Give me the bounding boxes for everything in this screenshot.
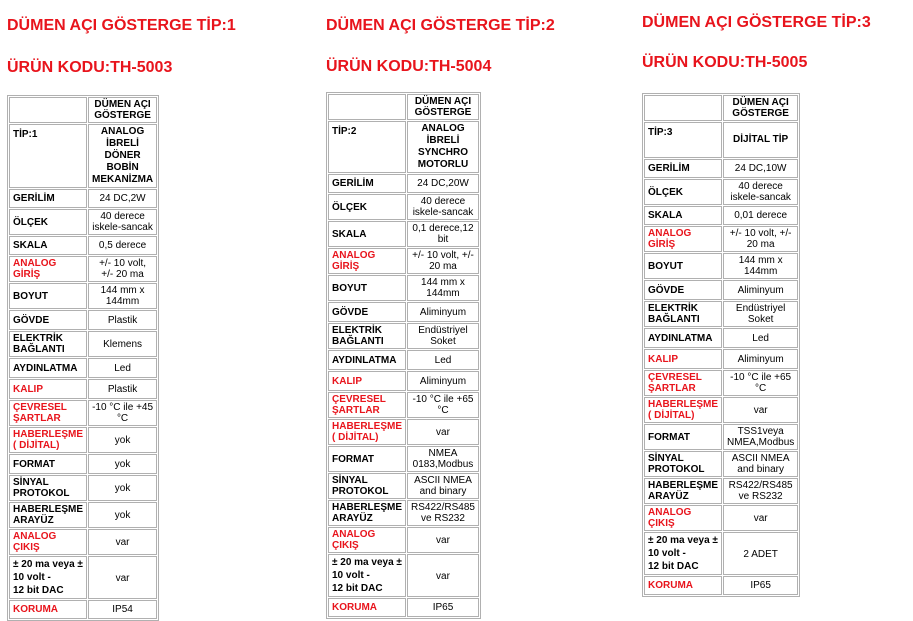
table-row [9,600,157,619]
spec-value: var [88,529,157,555]
table-header: DÜMEN AÇI GÖSTERGE [88,97,157,123]
spec-label: KORUMA [644,576,722,595]
table-row [644,206,798,225]
spec-label: HABERLEŞME ( DİJİTAL) [644,397,722,423]
spec-value: 0,01 derece [723,206,798,225]
spec-value: RS422/RS485 ve RS232 [407,500,479,526]
table-row [328,419,479,445]
spec-value: yok [88,475,157,501]
table-header-row [328,94,479,120]
spec-label: KALIP [644,349,722,369]
spec-label: ANALOG GİRİŞ [644,226,722,252]
tip-value [723,122,798,158]
table-row [328,500,479,526]
spec-label: ANALOG GİRİŞ [9,256,87,282]
table-row [9,556,157,599]
table-row [9,331,157,357]
spec-value: 144 mm x 144mm [723,253,798,279]
tip-value-line-2: SYNCHRO MOTORLU [417,147,469,170]
spec-value: -10 °C ile +65 °C [723,370,798,396]
table-row [9,236,157,255]
spec-label: ANALOG ÇIKIŞ [9,529,87,555]
table-row [644,349,798,369]
tip-value [407,121,479,173]
spec-value: -10 °C ile +45 °C [88,400,157,426]
spec-label: ÖLÇEK [328,194,406,220]
table-row [644,159,798,178]
table-header-row [644,95,798,121]
spec-label: SKALA [328,221,406,247]
spec-table [642,93,800,597]
table-row [328,350,479,370]
spec-label: GÖVDE [328,302,406,322]
tip-label: TİP:1 [9,124,87,188]
spec-label: GERİLİM [9,189,87,208]
spec-value: 2 ADET [723,532,798,575]
tip-label: TİP:3 [644,122,722,158]
spec-label: GÖVDE [9,310,87,330]
spec-label: ± 20 ma veya ± 10 volt - 12 bit DAC [328,554,406,597]
spec-label: ÇEVRESEL ŞARTLAR [9,400,87,426]
spec-value: ASCII NMEA and binary [407,473,479,499]
spec-value: 40 derece iskele-sancak [88,209,157,235]
spec-label: KALIP [9,379,87,399]
spec-value: Klemens [88,331,157,357]
spec-label: ÖLÇEK [644,179,722,205]
table-row [328,527,479,553]
spec-label: SİNYAL PROTOKOL [328,473,406,499]
table-row [328,392,479,418]
table-header: DÜMEN AÇI GÖSTERGE [407,94,479,120]
header-empty-cell [328,94,406,120]
table-row [644,532,798,575]
table-row [328,598,479,617]
table-row [328,248,479,274]
table-row [9,256,157,282]
spec-label: ELEKTRİK BAĞLANTI [9,331,87,357]
spec-value: 144 mm x 144mm [88,283,157,309]
product-code: ÜRÜN KODU:TH-5004 [326,58,492,75]
tip-row [644,122,798,158]
table-row [644,301,798,327]
product-title: DÜMEN AÇI GÖSTERGE TİP:3 [642,14,871,31]
table-row [9,209,157,235]
spec-table [7,95,159,621]
table-row [328,194,479,220]
spec-label: BOYUT [328,275,406,301]
spec-label: HABERLEŞME ARAYÜZ [9,502,87,528]
table-row [644,451,798,477]
spec-value: var [723,397,798,423]
tip-value-line-1: ANALOG İBRELİ [100,126,145,149]
table-row [644,226,798,252]
spec-label: HABERLEŞME ARAYÜZ [328,500,406,526]
spec-label: ANALOG GİRİŞ [328,248,406,274]
spec-value: Led [723,328,798,348]
product-title: DÜMEN AÇI GÖSTERGE TİP:2 [326,17,555,34]
table-row [9,502,157,528]
spec-value: Aliminyum [723,280,798,300]
spec-label: KORUMA [9,600,87,619]
spec-value: IP65 [407,598,479,617]
spec-label: KALIP [328,371,406,391]
spec-value: 24 DC,2W [88,189,157,208]
spec-label: GERİLİM [644,159,722,178]
spec-value: 24 DC,20W [407,174,479,193]
table-row [328,221,479,247]
product-title: DÜMEN AÇI GÖSTERGE TİP:1 [7,17,236,34]
table-row [644,505,798,531]
spec-value: var [407,527,479,553]
table-row [328,446,479,472]
table-row [9,427,157,453]
spec-value: 24 DC,10W [723,159,798,178]
table-row [9,358,157,378]
spec-value: var [723,505,798,531]
spec-value: IP54 [88,600,157,619]
spec-label: SİNYAL PROTOKOL [9,475,87,501]
spec-label: ± 20 ma veya ± 10 volt - 12 bit DAC [9,556,87,599]
table-row [644,370,798,396]
table-row [328,323,479,349]
spec-label: FORMAT [9,454,87,474]
product-code: ÜRÜN KODU:TH-5005 [642,54,808,71]
spec-value: var [88,556,157,599]
spec-value: IP65 [723,576,798,595]
spec-value: NMEA 0183,Modbus [407,446,479,472]
spec-label: GERİLİM [328,174,406,193]
spec-label: SKALA [9,236,87,255]
spec-label: ANALOG ÇIKIŞ [644,505,722,531]
spec-label: KORUMA [328,598,406,617]
spec-value: 144 mm x 144mm [407,275,479,301]
tip-row [328,121,479,173]
table-row [328,473,479,499]
spec-value: +/- 10 volt, +/- 20 ma [407,248,479,274]
table-row [328,275,479,301]
spec-label: HABERLEŞME ARAYÜZ [644,478,722,504]
spec-value: Led [407,350,479,370]
tip-value-line-2: DÖNER BOBİN MEKANİZMA [92,150,154,185]
table-row [328,302,479,322]
spec-label: AYDINLATMA [644,328,722,348]
spec-value: Aliminyum [723,349,798,369]
spec-value: yok [88,427,157,453]
spec-value: Endüstriyel Soket [723,301,798,327]
spec-value: +/- 10 volt, +/- 20 ma [88,256,157,282]
spec-label: ANALOG ÇIKIŞ [328,527,406,553]
spec-label: AYDINLATMA [9,358,87,378]
table-row [644,478,798,504]
spec-label: HABERLEŞME ( DİJİTAL) [328,419,406,445]
spec-label: FORMAT [644,424,722,450]
header-empty-cell [644,95,722,121]
spec-label: ÇEVRESEL ŞARTLAR [328,392,406,418]
table-row [9,475,157,501]
table-row [644,424,798,450]
spec-label: BOYUT [9,283,87,309]
spec-value: -10 °C ile +65 °C [407,392,479,418]
spec-value: TSS1veya NMEA,Modbus [723,424,798,450]
spec-label: HABERLEŞME ( DİJİTAL) [9,427,87,453]
spec-value: 0,5 derece [88,236,157,255]
table-row [9,379,157,399]
spec-value: yok [88,454,157,474]
tip-value [88,124,157,188]
spec-table [326,92,481,619]
spec-label: BOYUT [644,253,722,279]
table-row [644,576,798,595]
spec-value: var [407,554,479,597]
spec-value: Aliminyum [407,371,479,391]
spec-label: FORMAT [328,446,406,472]
table-row [328,554,479,597]
table-row [644,253,798,279]
table-header: DÜMEN AÇI GÖSTERGE [723,95,798,121]
spec-value: +/- 10 volt, +/- 20 ma [723,226,798,252]
spec-value: 0,1 derece,12 bit [407,221,479,247]
table-row [9,400,157,426]
spec-value: ASCII NMEA and binary [723,451,798,477]
spec-value: var [407,419,479,445]
tip-row [9,124,157,188]
table-row [9,454,157,474]
header-empty-cell [9,97,87,123]
table-row [644,397,798,423]
spec-value: RS422/RS485 ve RS232 [723,478,798,504]
tip-label: TİP:2 [328,121,406,173]
table-row [644,179,798,205]
spec-label: ± 20 ma veya ± 10 volt - 12 bit DAC [644,532,722,575]
spec-label: SKALA [644,206,722,225]
table-row [328,174,479,193]
tip-value-line-1: ANALOG İBRELİ [421,123,465,146]
spec-label: SİNYAL PROTOKOL [644,451,722,477]
spec-label: GÖVDE [644,280,722,300]
spec-value: Aliminyum [407,302,479,322]
spec-label: ELEKTRİK BAĞLANTI [644,301,722,327]
table-row [644,280,798,300]
spec-value: 40 derece iskele-sancak [723,179,798,205]
spec-label: ÖLÇEK [9,209,87,235]
table-header-row [9,97,157,123]
spec-value: Plastik [88,310,157,330]
table-row [9,283,157,309]
spec-value: Endüstriyel Soket [407,323,479,349]
spec-label: AYDINLATMA [328,350,406,370]
spec-label: ELEKTRİK BAĞLANTI [328,323,406,349]
spec-label: ÇEVRESEL ŞARTLAR [644,370,722,396]
spec-value: Led [88,358,157,378]
table-row [9,189,157,208]
table-row [328,371,479,391]
table-row [9,529,157,555]
product-code: ÜRÜN KODU:TH-5003 [7,59,173,76]
table-row [644,328,798,348]
spec-value: Plastik [88,379,157,399]
spec-value: yok [88,502,157,528]
table-row [9,310,157,330]
spec-value: 40 derece iskele-sancak [407,194,479,220]
tip-value-line-1: DİJİTAL TİP [733,134,789,145]
